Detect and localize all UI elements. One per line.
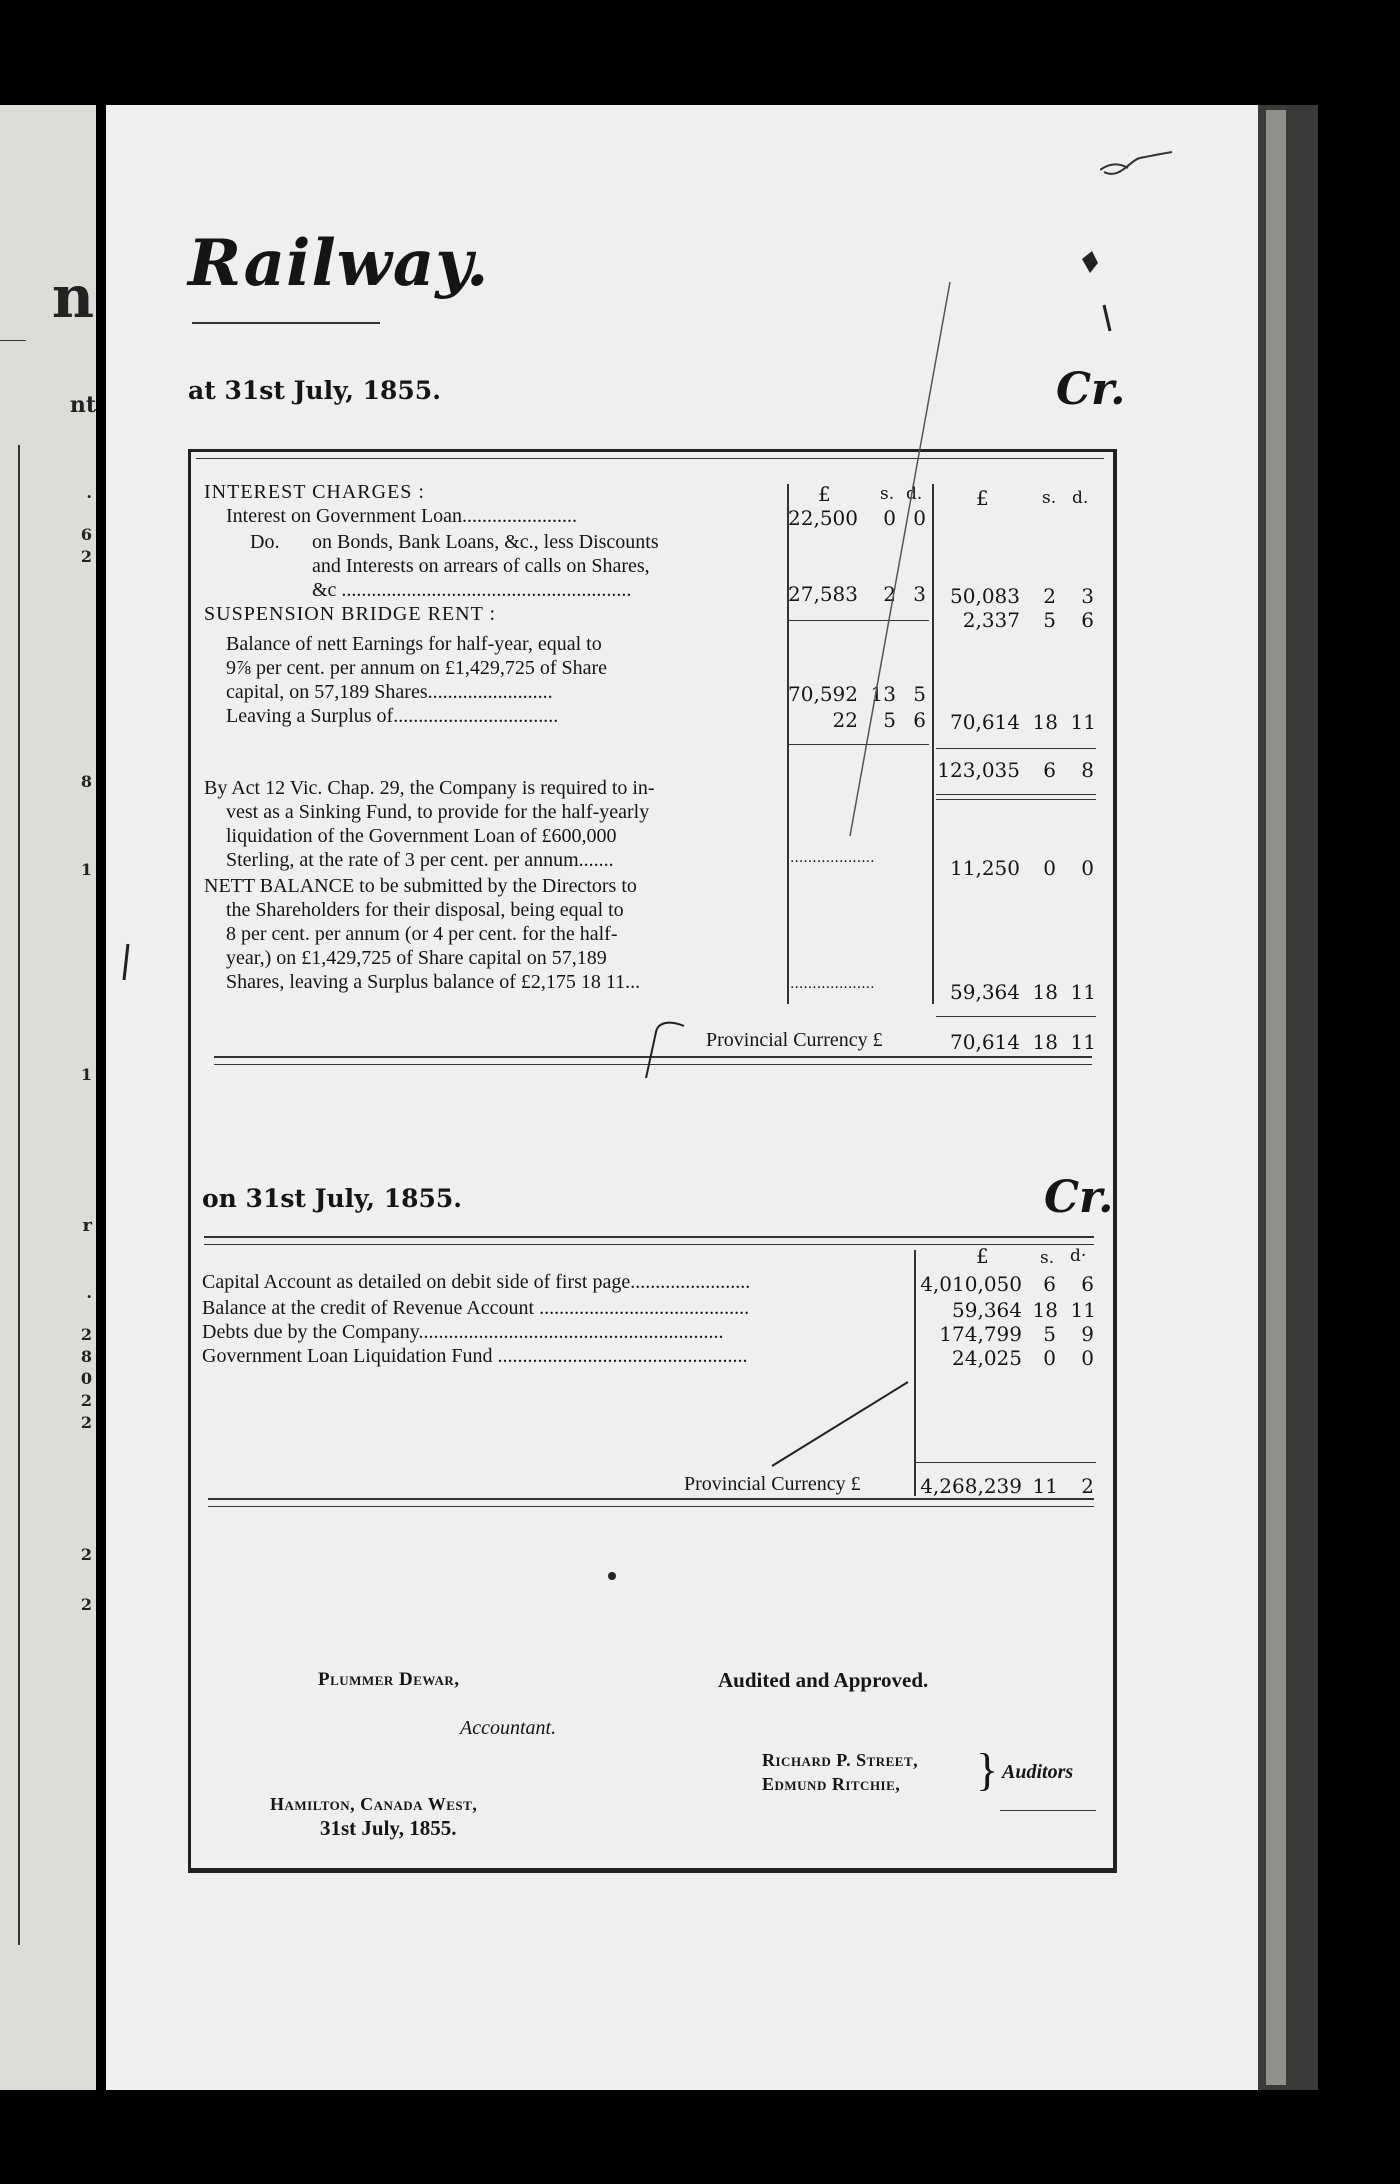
col-header-pound-total: £ <box>976 486 989 510</box>
col-header-shillings-total: s. <box>1042 488 1057 508</box>
do-bonds-line: and Interests on arrears of calls on Shares, <box>312 555 650 577</box>
previous-page-mark: 2 <box>80 1595 92 1614</box>
provincial-total-pounds: 70,614 <box>950 1030 1020 1054</box>
previous-page-mark: r <box>82 1215 92 1236</box>
previous-page-strip <box>0 105 96 2090</box>
previous-page-mark: 1 <box>80 860 92 879</box>
balance-row-label: Debts due by the Company............................................................. <box>202 1321 724 1343</box>
do-bonds-ditto: Do. <box>250 531 280 553</box>
margin-stroke <box>118 942 138 982</box>
leader-dots: ................... <box>790 850 875 866</box>
balance-row-pence: 6 <box>1081 1272 1094 1296</box>
previous-page-mark: 8 <box>80 772 92 791</box>
total-shillings: 18 <box>1032 710 1058 734</box>
balance-col-pound: £ <box>976 1244 989 1268</box>
section2-heading: on 31st July, 1855. <box>202 1184 462 1213</box>
balance-end-rule <box>208 1498 1094 1500</box>
act-line: vest as a Sinking Fund, to provide for the half-yearly <box>226 801 650 823</box>
grand-total-rule <box>936 794 1096 795</box>
previous-page-mark: 6 <box>80 525 92 544</box>
total-pounds: 2,337 <box>962 608 1020 632</box>
amount-shillings: 13 <box>870 682 896 706</box>
balance-end-rule <box>208 1506 1094 1507</box>
auditor-name: Edmund Ritchie, <box>762 1774 901 1794</box>
auditors-label: Auditors <box>1002 1761 1074 1783</box>
previous-page-mark: . <box>86 483 92 502</box>
nett-balance-pounds: 59,364 <box>950 980 1020 1004</box>
place: Hamilton, Canada West, <box>270 1794 478 1814</box>
previous-page-mark: 8 <box>80 1347 92 1366</box>
balance-row-pounds: 174,799 <box>939 1322 1022 1346</box>
nett-balance-shillings: 18 <box>1032 980 1058 1004</box>
nett-balance-line: 8 per cent. per annum (or 4 per cent. for the half- <box>226 923 618 945</box>
amount-shillings: 2 <box>883 582 896 606</box>
balance-row-label: Capital Account as detailed on debit side of first page........................ <box>202 1271 751 1293</box>
ink-tick <box>640 1012 690 1082</box>
act-line: liquidation of the Government Loan of £600,000 <box>226 825 617 847</box>
amount-pence: 5 <box>913 682 926 706</box>
nett-balance-line: the Shareholders for their disposal, being equal to <box>226 899 624 921</box>
col-header-pence: d. <box>906 484 923 504</box>
balance-provincial-label: Provincial Currency £ <box>684 1473 861 1495</box>
amount-pence: 6 <box>913 708 926 732</box>
balance-top-rule <box>204 1236 1094 1238</box>
act-line: By Act 12 Vic. Chap. 29, the Company is required to in- <box>204 777 655 799</box>
previous-page-mark: . <box>86 1283 92 1302</box>
balance-total-rule <box>916 1462 1096 1463</box>
total-pence: 11 <box>1070 710 1096 734</box>
balance-nett-earnings-line: 9⅞ per cent. per annum on £1,429,725 of Share <box>226 657 608 679</box>
total-shillings: 5 <box>1043 608 1056 632</box>
sinking-fund-pence: 0 <box>1081 856 1094 880</box>
provincial-currency-label: Provincial Currency £ <box>706 1029 883 1051</box>
do-bonds-line: on Bonds, Bank Loans, &c., less Discounts <box>312 531 659 553</box>
balance-provincial-pounds: 4,268,239 <box>920 1474 1022 1498</box>
act-line: Sterling, at the rate of 3 per cent. per annum....... <box>226 849 614 871</box>
nett-balance-line: Shares, leaving a Surplus balance of £2,175 18 11... <box>226 971 641 993</box>
balance-top-rule <box>204 1244 1094 1245</box>
balance-nett-earnings-line: Balance of nett Earnings for half-year, equal to <box>226 633 602 655</box>
amount-pounds: 27,583 <box>788 582 858 606</box>
balance-row-shillings: 6 <box>1043 1272 1056 1296</box>
amount-pence: 0 <box>913 506 926 530</box>
nett-balance-line: year,) on £1,429,725 of Share capital on 57,189 <box>226 947 607 969</box>
provincial-total-shillings: 18 <box>1032 1030 1058 1054</box>
total-pounds: 50,083 <box>950 584 1020 608</box>
balance-row-pence: 0 <box>1081 1346 1094 1370</box>
section1-credit-mark: Cr. <box>1056 364 1126 415</box>
audited-approved: Audited and Approved. <box>718 1668 929 1692</box>
auditors-rule <box>1000 1810 1096 1811</box>
previous-page-mark: 2 <box>80 1413 92 1432</box>
interest-govt-loan: Interest on Government Loan....................... <box>226 505 578 527</box>
balance-row-label: Balance at the credit of Revenue Account .......................................... <box>202 1297 750 1319</box>
accountant-title: Accountant. <box>460 1717 557 1739</box>
previous-page-heading-fragment: n <box>51 263 94 331</box>
amount-shillings: 5 <box>883 708 896 732</box>
balance-row-pence: 9 <box>1081 1322 1094 1346</box>
previous-page-rule <box>0 340 26 341</box>
pencil-tick <box>840 280 960 840</box>
grand-total-pounds: 123,035 <box>937 758 1020 782</box>
balance-row-shillings: 18 <box>1032 1298 1058 1322</box>
provincial-total-pence: 11 <box>1070 1030 1096 1054</box>
balance-nett-earnings-line: capital, on 57,189 Shares......................... <box>226 681 553 703</box>
do-bonds-line: &c .......................................................... <box>312 579 632 601</box>
total-pence: 6 <box>1081 608 1094 632</box>
amount-pounds: 22,500 <box>788 506 858 530</box>
balance-provincial-shillings: 11 <box>1032 1474 1058 1498</box>
previous-page-mark: 1 <box>80 1065 92 1084</box>
amount-pounds: 22 <box>832 708 858 732</box>
col-header-pound: £ <box>818 482 831 506</box>
balance-row-pence: 11 <box>1070 1298 1096 1322</box>
total-shillings: 2 <box>1043 584 1056 608</box>
sinking-fund-pounds: 11,250 <box>950 856 1020 880</box>
accountant-name: Plummer Dewar, <box>318 1669 460 1690</box>
previous-page-mark: 2 <box>80 547 92 566</box>
balance-col-pence: d· <box>1070 1246 1087 1266</box>
date: 31st July, 1855. <box>320 1816 457 1840</box>
page-title: Railway. <box>188 226 490 301</box>
sinking-fund-shillings: 0 <box>1043 856 1056 880</box>
nett-balance-line: NETT BALANCE to be submitted by the Directors to <box>204 875 637 897</box>
pencil-mark <box>1100 110 1180 190</box>
section2-credit-mark: Cr. <box>1044 1172 1114 1223</box>
previous-page-mark: 2 <box>80 1545 92 1564</box>
previous-page-mark: 2 <box>80 1325 92 1344</box>
amount-pounds: 70,592 <box>788 682 858 706</box>
auditors-brace: } <box>976 1744 999 1795</box>
page-edge-highlight <box>1266 110 1286 2085</box>
balance-row-label: Government Loan Liquidation Fund .................................................. <box>202 1345 748 1367</box>
balance-row-pounds: 59,364 <box>952 1298 1022 1322</box>
previous-page-subheading-fragment: nt <box>69 392 96 418</box>
balance-row-pounds: 4,010,050 <box>920 1272 1022 1296</box>
balance-row-shillings: 5 <box>1043 1322 1056 1346</box>
total-rule <box>936 748 1096 749</box>
grand-total-pence: 8 <box>1081 758 1094 782</box>
leader-dots: ................... <box>790 976 875 992</box>
diagonal-stroke <box>770 1380 910 1470</box>
interest-charges-heading: INTEREST CHARGES : <box>204 481 425 503</box>
surplus-line: Leaving a Surplus of................................. <box>226 705 559 727</box>
col-header-pence-total: d. <box>1072 488 1089 508</box>
grand-total-shillings: 6 <box>1043 758 1056 782</box>
title-underline <box>192 322 380 324</box>
ink-dot <box>602 1566 622 1586</box>
previous-page-mark: 2 <box>80 1391 92 1410</box>
section1-heading: at 31st July, 1855. <box>188 376 441 405</box>
total-pence: 3 <box>1081 584 1094 608</box>
auditor-name: Richard P. Street, <box>762 1750 919 1770</box>
frame-inner-rule <box>196 458 1104 459</box>
provincial-rule <box>936 1016 1096 1017</box>
grand-total-rule <box>936 799 1096 800</box>
balance-row-pounds: 24,025 <box>952 1346 1022 1370</box>
balance-row-shillings: 0 <box>1043 1346 1056 1370</box>
total-pounds: 70,614 <box>950 710 1020 734</box>
amount-pence: 3 <box>913 582 926 606</box>
col-header-shillings: s. <box>880 484 895 504</box>
suspension-bridge-heading: SUSPENSION BRIDGE RENT : <box>204 603 496 625</box>
nett-balance-pence: 11 <box>1070 980 1096 1004</box>
previous-page-mark: 0 <box>80 1369 92 1388</box>
balance-provincial-pence: 2 <box>1081 1474 1094 1498</box>
previous-page-table-rule <box>18 445 20 1945</box>
balance-col-shillings: s. <box>1040 1248 1055 1268</box>
ink-blot <box>1072 245 1112 335</box>
amount-shillings: 0 <box>883 506 896 530</box>
